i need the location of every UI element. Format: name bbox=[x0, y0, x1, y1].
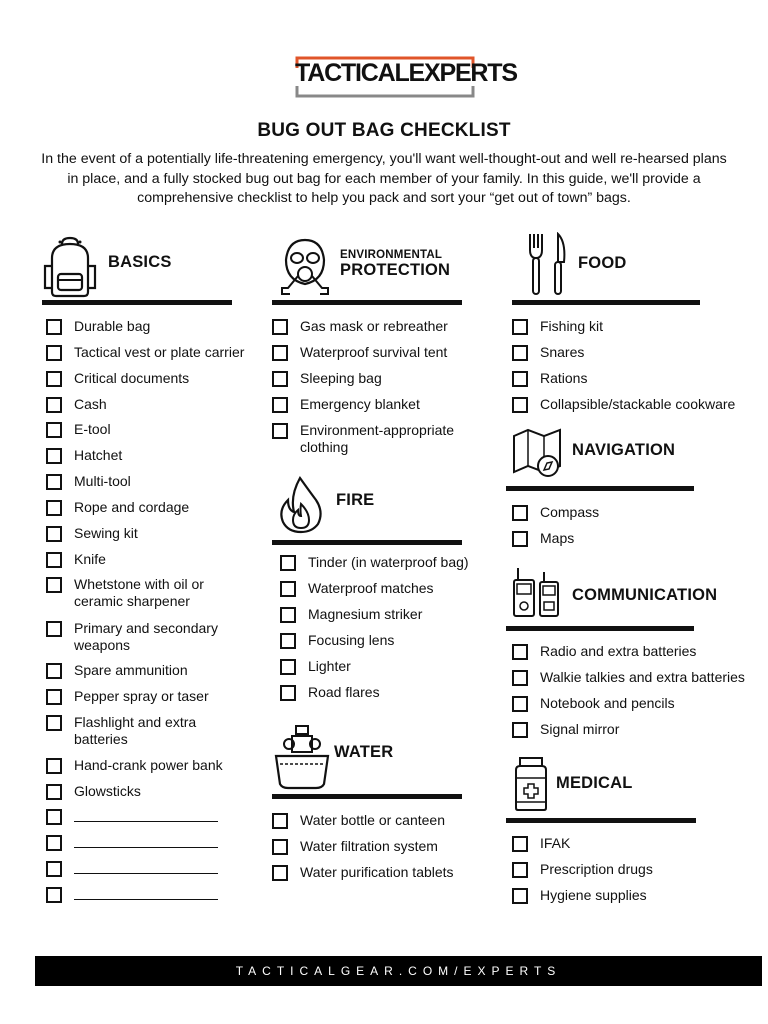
checkbox[interactable] bbox=[272, 865, 288, 881]
checklist-item-label: Glowsticks bbox=[74, 783, 141, 799]
checkbox[interactable] bbox=[46, 319, 62, 335]
flame-icon bbox=[276, 474, 326, 534]
basics-item[interactable] bbox=[46, 447, 122, 464]
backpack-icon bbox=[42, 236, 98, 298]
checklist-item-label: Magnesium striker bbox=[308, 606, 423, 622]
checkbox[interactable] bbox=[280, 581, 296, 597]
environmental-item[interactable] bbox=[272, 370, 382, 387]
checkbox[interactable] bbox=[46, 689, 62, 705]
checkbox[interactable] bbox=[272, 345, 288, 361]
environmental-divider bbox=[272, 300, 462, 305]
food-header bbox=[526, 232, 626, 298]
communication-item[interactable] bbox=[512, 695, 675, 712]
basics-item[interactable] bbox=[46, 662, 188, 679]
checkbox[interactable] bbox=[512, 397, 528, 413]
checklist-item-label: Waterproof survival tent bbox=[300, 344, 448, 360]
food-item[interactable] bbox=[512, 318, 603, 335]
checklist-item-label: IFAK bbox=[540, 835, 571, 851]
checklist-item-label: Multi-tool bbox=[74, 473, 131, 489]
navigation-title: NAVIGATION bbox=[572, 440, 676, 459]
food-item[interactable] bbox=[512, 344, 584, 361]
basics-blank-item[interactable] bbox=[46, 834, 218, 851]
medical-header bbox=[512, 756, 633, 812]
checkbox[interactable] bbox=[280, 685, 296, 701]
basics-item[interactable] bbox=[46, 473, 131, 490]
navigation-item[interactable] bbox=[512, 530, 574, 547]
basics-title: BASICS bbox=[108, 252, 172, 271]
basics-item[interactable] bbox=[46, 551, 106, 568]
environmental-header bbox=[276, 236, 450, 298]
checkbox[interactable] bbox=[46, 809, 62, 825]
food-item[interactable] bbox=[512, 370, 587, 387]
checkbox[interactable] bbox=[46, 397, 62, 413]
environmental-item[interactable] bbox=[272, 344, 447, 361]
checklist-item-label: Maps bbox=[540, 530, 575, 546]
checklist-item-label: Rations bbox=[540, 370, 588, 386]
checkbox[interactable] bbox=[512, 696, 528, 712]
checkbox[interactable] bbox=[46, 861, 62, 877]
checklist-item-label: Sewing kit bbox=[74, 525, 138, 541]
medical-divider bbox=[506, 818, 696, 823]
navigation-header bbox=[510, 428, 675, 478]
basics-blank-item[interactable] bbox=[46, 808, 218, 825]
checklist-item-label: Focusing lens bbox=[308, 632, 395, 648]
checkbox[interactable] bbox=[46, 474, 62, 490]
checklist-item-label: Prescription drugs bbox=[540, 861, 653, 877]
walkie-talkie-icon bbox=[512, 566, 560, 618]
checklist-item-label: Rope and cordage bbox=[74, 499, 190, 515]
checkbox[interactable] bbox=[512, 531, 528, 547]
environmental-item[interactable] bbox=[272, 422, 454, 456]
communication-divider bbox=[506, 626, 694, 631]
basics-item[interactable] bbox=[46, 620, 218, 654]
checkbox[interactable] bbox=[512, 644, 528, 660]
food-title: FOOD bbox=[578, 253, 627, 272]
communication-item[interactable] bbox=[512, 669, 745, 686]
basics-divider bbox=[42, 300, 232, 305]
fire-header bbox=[276, 474, 374, 534]
fire-item[interactable] bbox=[280, 658, 351, 675]
basics-item[interactable] bbox=[46, 344, 244, 361]
checkbox[interactable] bbox=[46, 371, 62, 387]
water-item[interactable] bbox=[272, 812, 445, 829]
medical-title: MEDICAL bbox=[556, 773, 633, 792]
logo-text: TACTICALEXPERTS bbox=[295, 59, 517, 87]
checkbox[interactable] bbox=[512, 371, 528, 387]
checklist-item-label: Tinder (in waterproof bag) bbox=[308, 554, 469, 570]
footer-url-bar: TACTICALGEAR.COM/EXPERTS bbox=[35, 956, 762, 986]
communication-item[interactable] bbox=[512, 643, 696, 660]
canteen-icon bbox=[272, 724, 332, 790]
fire-item[interactable] bbox=[280, 580, 434, 597]
water-title: WATER bbox=[334, 742, 394, 761]
checklist-item-label: Fishing kit bbox=[540, 318, 604, 334]
checklist-item-label: Pepper spray or taser bbox=[74, 688, 209, 704]
basics-item[interactable] bbox=[46, 525, 138, 542]
checklist-item-label: Spare ammunition bbox=[74, 662, 188, 678]
checkbox[interactable] bbox=[512, 836, 528, 852]
checkbox[interactable] bbox=[280, 633, 296, 649]
checklist-item-label: Notebook and pencils bbox=[540, 695, 675, 711]
checklist-item-label: Gas mask or rebreather bbox=[300, 318, 448, 334]
checklist-item-label: Sleeping bag bbox=[300, 370, 382, 386]
basics-item[interactable] bbox=[46, 783, 141, 800]
write-in-line[interactable] bbox=[74, 860, 218, 874]
basics-item[interactable] bbox=[46, 576, 204, 610]
checkbox[interactable] bbox=[272, 397, 288, 413]
checklist-item-label: Water bottle or canteen bbox=[300, 812, 446, 828]
basics-blank-item[interactable] bbox=[46, 886, 218, 903]
checklist-item-label: Collapsible/stackable cookware bbox=[540, 396, 736, 412]
checklist-item-label: Radio and extra batteries bbox=[540, 643, 697, 659]
communication-item[interactable] bbox=[512, 721, 619, 738]
navigation-divider bbox=[506, 486, 694, 491]
water-divider bbox=[272, 794, 462, 799]
checklist-item-label: Water filtration system bbox=[300, 838, 438, 854]
checkbox[interactable] bbox=[46, 715, 62, 731]
checkbox[interactable] bbox=[46, 887, 62, 903]
checkbox[interactable] bbox=[512, 670, 528, 686]
checklist-item-label: Environment-appropriate clothing bbox=[300, 422, 455, 455]
tactical-experts-logo bbox=[295, 56, 517, 98]
checklist-item-label: Water purification tablets bbox=[300, 864, 454, 880]
checklist-item-label: Flashlight and extra batteries bbox=[74, 714, 197, 747]
checkbox[interactable] bbox=[272, 371, 288, 387]
checklist-item-label: Whetstone with oil or ceramic sharpener bbox=[74, 576, 204, 609]
checkbox[interactable] bbox=[46, 552, 62, 568]
checkbox[interactable] bbox=[46, 758, 62, 774]
map-compass-icon bbox=[510, 428, 566, 478]
checkbox[interactable] bbox=[272, 839, 288, 855]
basics-item[interactable] bbox=[46, 757, 223, 774]
checkbox[interactable] bbox=[46, 526, 62, 542]
fire-item[interactable] bbox=[280, 684, 380, 701]
medicine-bottle-icon bbox=[512, 756, 550, 812]
environmental-title-line2: PROTECTION bbox=[340, 261, 451, 280]
checkbox[interactable] bbox=[46, 345, 62, 361]
checkbox[interactable] bbox=[46, 784, 62, 800]
fire-item[interactable] bbox=[280, 554, 469, 571]
checklist-item-label: Primary and secondary weapons bbox=[74, 620, 218, 653]
checkbox[interactable] bbox=[46, 577, 62, 593]
checkbox[interactable] bbox=[512, 505, 528, 521]
checkbox[interactable] bbox=[280, 555, 296, 571]
fork-knife-icon bbox=[526, 232, 568, 298]
checklist-item-label: Emergency blanket bbox=[300, 396, 420, 412]
environmental-title-line1: ENVIRONMENTAL bbox=[340, 248, 443, 261]
checklist-item-label: Hygiene supplies bbox=[540, 887, 647, 903]
checkbox[interactable] bbox=[46, 448, 62, 464]
basics-item[interactable] bbox=[46, 370, 189, 387]
environmental-item[interactable] bbox=[272, 318, 448, 335]
checklist-item-label: Compass bbox=[540, 504, 600, 520]
basics-item[interactable] bbox=[46, 318, 150, 335]
checkbox[interactable] bbox=[512, 319, 528, 335]
checkbox[interactable] bbox=[272, 319, 288, 335]
food-item[interactable] bbox=[512, 396, 735, 413]
checkbox[interactable] bbox=[46, 422, 62, 438]
basics-header bbox=[42, 236, 172, 298]
checklist-item-label: Cash bbox=[74, 396, 107, 412]
write-in-line[interactable] bbox=[74, 834, 218, 848]
checklist-item-label: Signal mirror bbox=[540, 721, 620, 737]
checkbox[interactable] bbox=[46, 663, 62, 679]
checklist-item-label: Tactical vest or plate carrier bbox=[74, 344, 245, 360]
communication-header bbox=[512, 566, 717, 618]
gas-mask-icon bbox=[276, 236, 334, 298]
write-in-line[interactable] bbox=[74, 886, 218, 900]
medical-item[interactable] bbox=[512, 861, 653, 878]
communication-title: COMMUNICATION bbox=[572, 585, 718, 604]
basics-item[interactable] bbox=[46, 396, 107, 413]
water-item[interactable] bbox=[272, 864, 454, 881]
medical-item[interactable] bbox=[512, 835, 570, 852]
fire-title: FIRE bbox=[336, 490, 375, 509]
checkbox[interactable] bbox=[280, 607, 296, 623]
navigation-item[interactable] bbox=[512, 504, 599, 521]
checklist-item-label: Critical documents bbox=[74, 370, 190, 386]
fire-divider bbox=[272, 540, 462, 545]
intro-paragraph: In the event of a potentially life-threatening emergency, you'll want well-thought-out and well re-hearsed plans in place, and a fully stocked bug out bag for each member of your family. In this guide, we'll provide a comprehensive checklist to help you pack and sort your “get out of town” bags. bbox=[41, 151, 727, 206]
checkbox[interactable] bbox=[272, 423, 288, 439]
food-divider bbox=[512, 300, 700, 305]
checklist-item-label: Snares bbox=[540, 344, 585, 360]
water-item[interactable] bbox=[272, 838, 438, 855]
write-in-line[interactable] bbox=[74, 808, 218, 822]
checklist-item-label: Lighter bbox=[308, 658, 351, 674]
checklist-item-label: E-tool bbox=[74, 421, 111, 437]
basics-item[interactable] bbox=[46, 499, 189, 516]
basics-item[interactable] bbox=[46, 688, 209, 705]
checklist-item-label: Durable bag bbox=[74, 318, 151, 334]
checkbox[interactable] bbox=[512, 862, 528, 878]
checklist-item-label: Waterproof matches bbox=[308, 580, 434, 596]
checkbox[interactable] bbox=[512, 888, 528, 904]
fire-item[interactable] bbox=[280, 606, 422, 623]
checkbox[interactable] bbox=[512, 345, 528, 361]
water-header bbox=[272, 724, 393, 790]
checkbox[interactable] bbox=[46, 500, 62, 516]
page-title: BUG OUT BAG CHECKLIST bbox=[257, 120, 511, 141]
basics-item[interactable] bbox=[46, 714, 196, 748]
checklist-item-label: Road flares bbox=[308, 684, 380, 700]
checkbox[interactable] bbox=[512, 722, 528, 738]
checklist-item-label: Hand-crank power bank bbox=[74, 757, 223, 773]
checkbox[interactable] bbox=[280, 659, 296, 675]
checklist-item-label: Walkie talkies and extra batteries bbox=[540, 669, 745, 685]
checkbox[interactable] bbox=[272, 813, 288, 829]
checklist-item-label: Knife bbox=[74, 551, 106, 567]
checkbox[interactable] bbox=[46, 621, 62, 637]
basics-item[interactable] bbox=[46, 421, 111, 438]
medical-item[interactable] bbox=[512, 887, 647, 904]
basics-blank-item[interactable] bbox=[46, 860, 218, 877]
fire-item[interactable] bbox=[280, 632, 394, 649]
environmental-item[interactable] bbox=[272, 396, 420, 413]
checklist-item-label: Hatchet bbox=[74, 447, 123, 463]
checkbox[interactable] bbox=[46, 835, 62, 851]
